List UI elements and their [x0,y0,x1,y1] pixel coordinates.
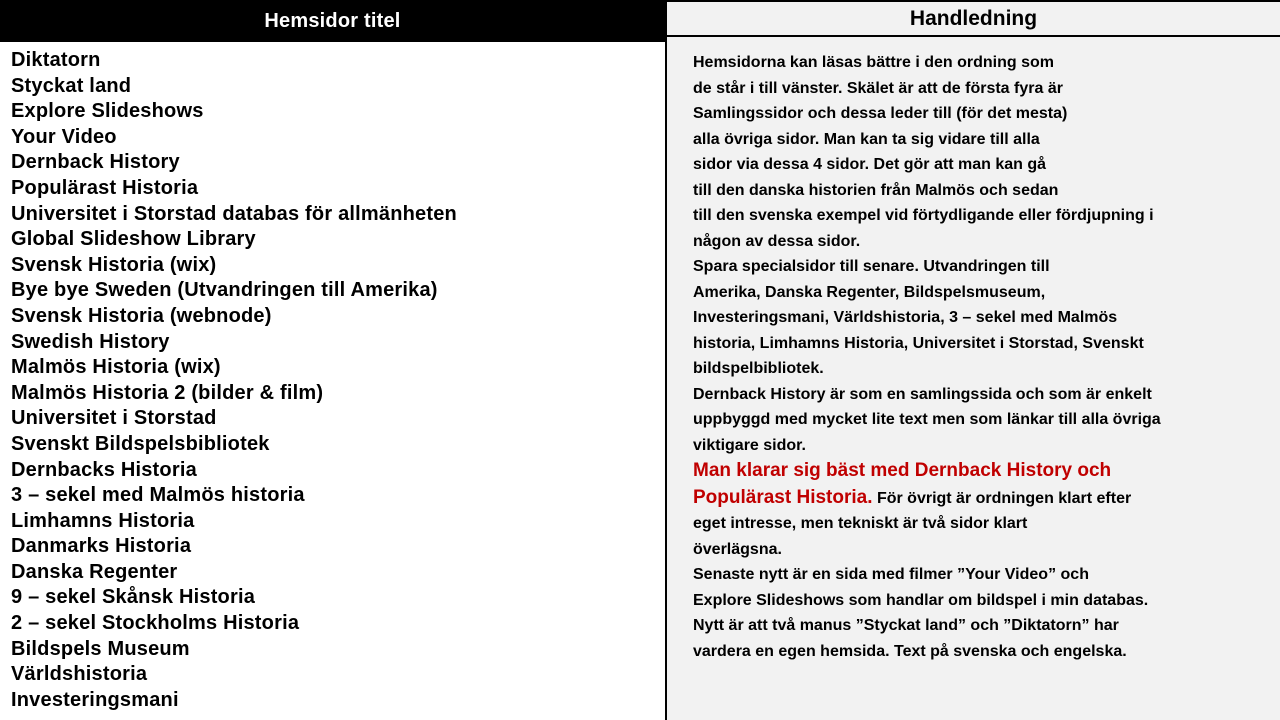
site-title-item: Malmös Historia 2 (bilder & film) [11,381,324,404]
guide-text-line [693,331,1274,357]
body-text: historia, Limhamns Historia, Universitet i Storstad, Svenskt [693,334,1144,352]
guide-text-line [693,382,1274,408]
guide-text-line [693,356,1274,382]
guide-text-line [693,639,1274,665]
emphasis-text: Populärast Historia. [693,486,873,508]
body-text: sidor via dessa 4 sidor. Det gör att man kan gå [693,156,1047,173]
guide-text-line [693,101,1274,127]
guide-text-line [693,280,1274,306]
body-text: Investeringsmani, Världshistoria, 3 – sekel med Malmös [693,309,1118,326]
guide-text-line [693,407,1274,433]
emphasis-text: Man klarar sig bäst med Dernback History och [693,460,1112,481]
site-title-item: Bye bye Sweden (Utvandringen till Amerika) [11,279,438,302]
site-title-item: Diktatorn [11,49,101,71]
site-title-item: Dernback History [11,151,180,174]
site-title-item: 3 – sekel med Malmös historia [11,484,305,507]
guide-text-line [693,50,1274,76]
guide-text-line [693,127,1274,153]
site-title-item: Investeringsmani [11,688,179,711]
guide-text-line [693,229,1274,255]
body-text: Hemsidorna kan läsas bättre i den ordning som [693,54,1054,71]
guide-text-line [693,433,1274,459]
guide-text-line [693,203,1274,229]
guide-text-line [693,613,1274,639]
site-title-item: Populärast Historia [11,176,199,199]
guide-text-line [693,588,1274,614]
right-panel [665,0,1280,720]
site-title-item: Explore Slideshows [11,100,204,123]
right-panel-title: Handledning [909,6,1038,30]
body-text: någon av dessa sidor. [693,232,861,250]
body-text: För övrigt är ordningen klart efter [872,489,1132,507]
site-title-item: Svensk Historia (wix) [11,253,217,276]
guide-text-line [693,511,1274,537]
site-title-item: Svensk Historia (webnode) [11,304,272,327]
guide-text-line [693,152,1274,178]
guide-text-line [693,458,1274,485]
site-title-item: Global Slideshow Library [11,228,256,251]
guide-text-line [693,537,1274,563]
site-title-item: Svenskt Bildspelsbibliotek [11,432,270,455]
site-title-item: Danska Regenter [11,560,178,583]
guide-text [667,37,1280,664]
body-text: Senaste nytt är en sida med filmer ”Your Video” och [693,566,1089,583]
body-text: alla övriga sidor. Man kan ta sig vidare till alla [693,130,1040,148]
left-panel-title: Hemsidor titel [264,9,401,32]
body-text: Dernback History är som en samlingssida och som är enkelt [693,385,1152,403]
site-title-item: Universitet i Storstad [11,407,217,430]
site-title-item: Bildspels Museum [11,637,190,660]
body-text: eget intresse, men tekniskt är två sidor klart [693,515,1028,532]
body-text: överlägsna. [693,540,782,558]
body-text: uppbyggd med mycket lite text men som länkar till alla övriga [693,411,1161,428]
body-text: Spara specialsidor till senare. Utvandringen till [693,258,1050,275]
body-text: de står i till vänster. Skälet är att de första fyra är [693,79,1063,97]
site-title-item: Your Video [11,125,117,148]
site-title-item: Världshistoria [11,663,148,686]
body-text: Amerika, Danska Regenter, Bildspelsmuseum, [693,283,1046,301]
site-title-item: Styckat land [11,74,132,97]
right-panel-header [667,2,1280,37]
body-text: Samlingssidor och dessa leder till (för det mesta) [693,105,1068,122]
left-panel-header [0,0,665,42]
guide-text-line [693,254,1274,280]
site-title-item: 2 – sekel Stockholms Historia [11,612,300,635]
body-text: bildspelbibliotek. [693,360,824,377]
site-title-item: Dernbacks Historia [11,458,197,481]
guide-text-line [693,562,1274,588]
guide-text-line [693,76,1274,102]
site-title-item: Danmarks Historia [11,535,192,558]
site-title-item: Universitet i Storstad databas för allmänheten [11,202,457,225]
body-text: Nytt är att två manus ”Styckat land” och ”Diktatorn” har [693,617,1119,634]
guide-text-line [693,178,1274,204]
body-text: viktigare sidor. [693,436,806,454]
guide-text-line [693,485,1274,512]
site-title-item: Limhamns Historia [11,509,195,532]
site-title-item: Malmös Historia (wix) [11,356,221,379]
site-title-list [0,48,665,713]
guide-text-line [693,305,1274,331]
body-text: Explore Slideshows som handlar om bildspel i min databas. [693,591,1149,609]
body-text: vardera en egen hemsida. Text på svenska och engelska. [693,642,1127,660]
body-text: till den svenska exempel vid förtydligande eller fördjupning i [693,207,1154,224]
body-text: till den danska historien från Malmös och sedan [693,181,1059,199]
site-title-item: 9 – sekel Skånsk Historia [11,586,256,609]
site-title-item: Swedish History [11,330,170,353]
